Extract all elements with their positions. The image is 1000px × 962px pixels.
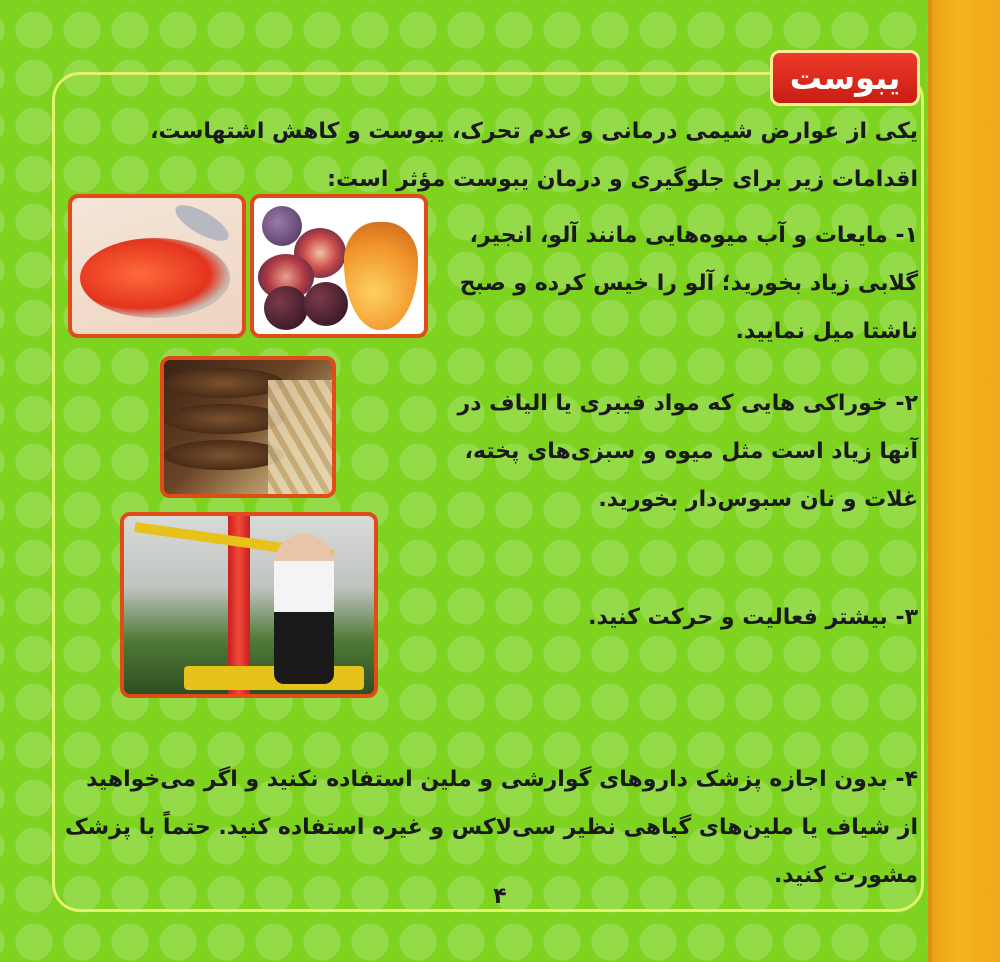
- plum: [304, 282, 348, 326]
- pear: [344, 222, 418, 330]
- list-item-1: ۱- مایعات و آب میوه‌هایی مانند آلو، انجیر، گلابی زیاد بخورید؛ آلو را خیس کرده و صبح ناشتا میل نمایید.: [459, 223, 918, 344]
- bran-bread-photo: [160, 356, 336, 498]
- compote-bowl: [80, 238, 230, 318]
- page-number: ۴: [493, 884, 507, 909]
- compote-photo: [68, 194, 246, 338]
- plum: [264, 286, 308, 330]
- oat-stalks: [268, 380, 336, 496]
- page-title: یبوست: [770, 50, 920, 106]
- list-item-2: ۲- خوراکی هایی که مواد فیبری یا الیاف در آنها زیاد است مثل میوه و سبزی‌های پخته، غلات و نان سبوس‌دار بخورید.: [457, 391, 918, 512]
- fig: [262, 206, 302, 246]
- intro-paragraph: یکی از عوارض شیمی درمانی و عدم تحرک، یبوست و کاهش اشتهاست، اقدامات زیر برای جلوگیری و درمان یبوست مؤثر است:: [150, 119, 918, 192]
- exercise-photo: [120, 512, 378, 698]
- list-item-4: ۴- بدون اجازه پزشک داروهای گوارشی و ملین استفاده نکنید و اگر می‌خواهید از شیاف یا ملین‌های گیاهی نظیر سی‌لاکس و غیره استفاده کنید. حتماً با پزشک مشورت کنید.: [64, 767, 918, 888]
- bread-slice: [164, 440, 284, 470]
- bread-slice: [164, 404, 284, 434]
- exercising-person: [274, 534, 334, 684]
- fruit-photo: [250, 194, 428, 338]
- orange-side-strip: [928, 0, 1000, 962]
- bread-slice: [164, 368, 284, 398]
- list-item-3: ۳- بیشتر فعالیت و حرکت کنید.: [588, 605, 918, 630]
